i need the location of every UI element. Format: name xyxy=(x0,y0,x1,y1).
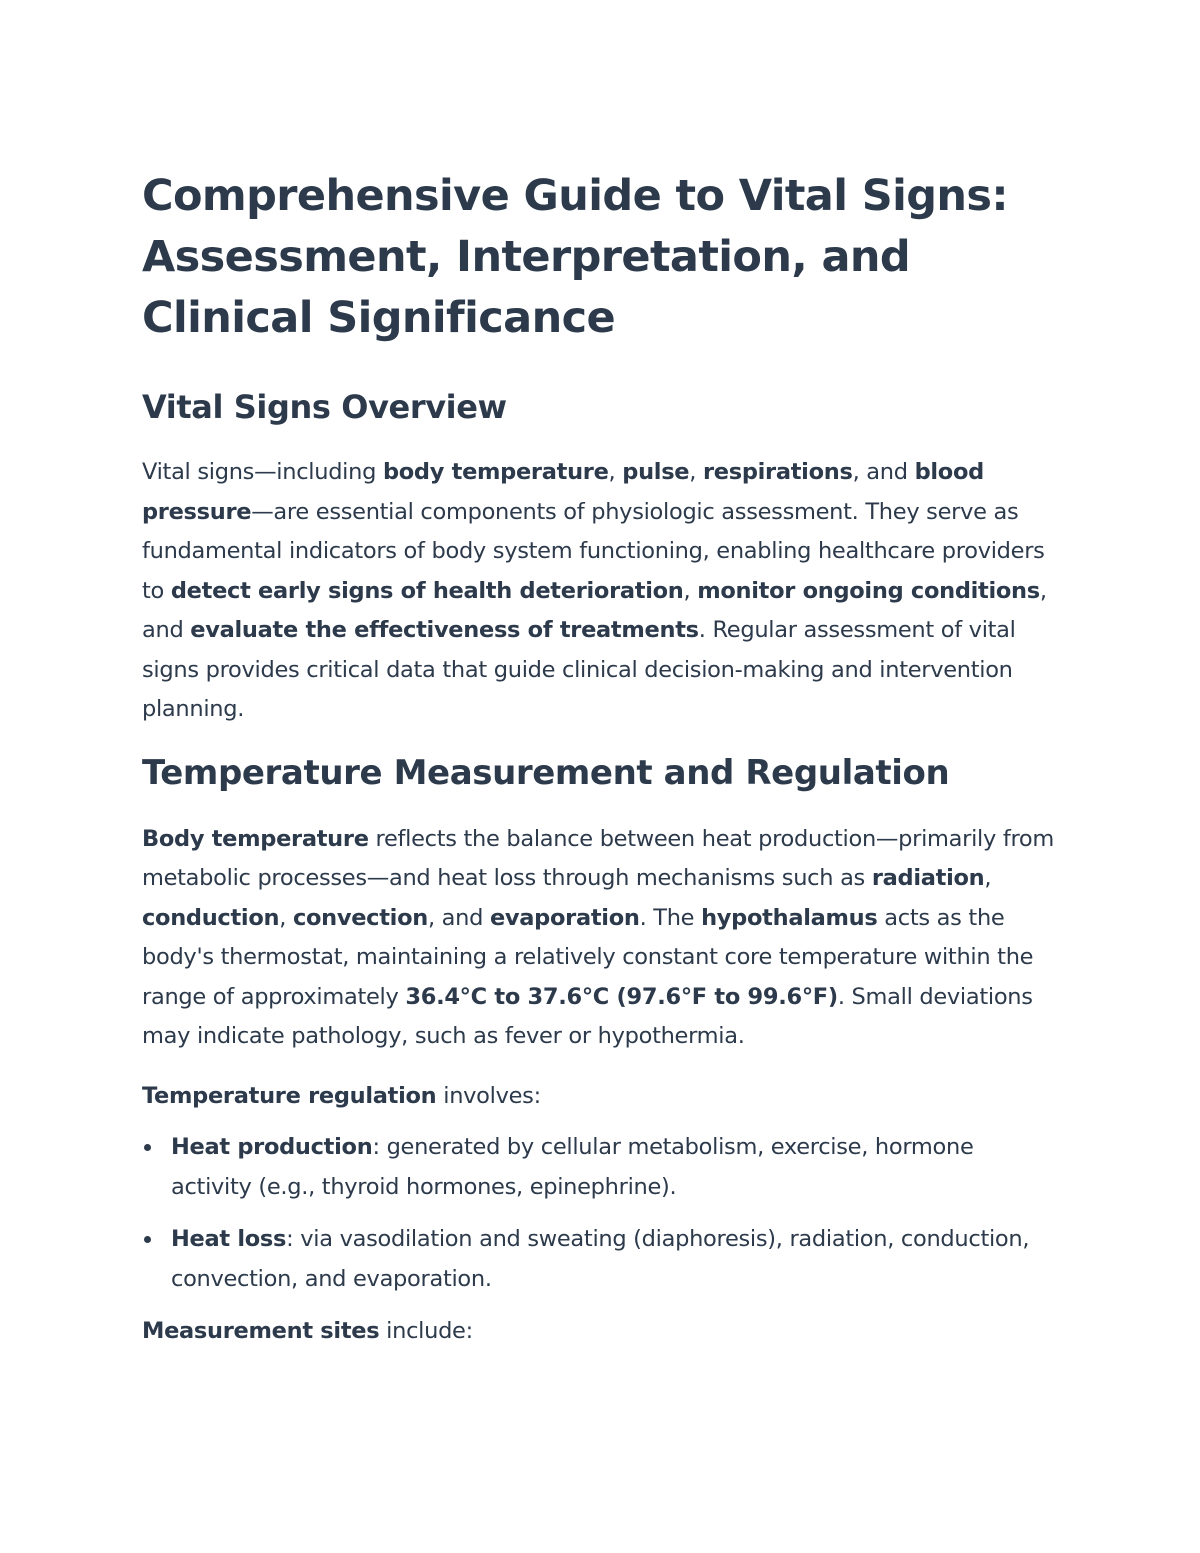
bold-term: evaporation xyxy=(489,904,640,931)
bold-term: blood pressure xyxy=(142,459,984,525)
text-run: involves: xyxy=(436,1082,541,1109)
bold-term: monitor ongoing conditions xyxy=(697,577,1040,604)
bold-term: conduction xyxy=(142,904,280,931)
text-run: . Small deviations may indicate pathology, such as fever or hypothermia. xyxy=(142,983,1033,1049)
text-run: , and xyxy=(427,904,490,931)
text-run: , xyxy=(984,865,992,891)
text-run: reflects the balance between heat production—primarily from metabolic processes—and heat loss through mechanisms such as xyxy=(142,825,1055,891)
text-run: include: xyxy=(379,1318,473,1344)
bold-term: Temperature regulation xyxy=(142,1082,437,1109)
bold-term: pulse xyxy=(622,459,690,485)
text-run: : generated by cellular metabolism, exercise, hormone activity (e.g., thyroid hormones, epinephrine). xyxy=(171,1134,974,1200)
text-run: , xyxy=(683,577,698,604)
temperature-section xyxy=(142,750,1060,1352)
overview-heading: Vital Signs Overview xyxy=(142,388,507,426)
bold-term: detect early signs of health deterioration xyxy=(170,577,684,604)
bold-term: evaluate the effectiveness of treatments xyxy=(190,617,699,643)
bold-term: convection xyxy=(292,904,428,931)
text-run: . The xyxy=(639,904,702,931)
bold-term: radiation xyxy=(871,865,985,891)
text-run: —are essential components of physiologic assessment. They serve as fundamental indicators of body system functioning, enabling healthcare providers to xyxy=(142,498,1045,604)
text-run: , and xyxy=(142,577,1047,643)
list-item xyxy=(142,1128,1060,1207)
bold-term: Heat production xyxy=(171,1134,373,1160)
text-run: Vital signs—including xyxy=(142,459,383,485)
text-run: , xyxy=(608,459,623,485)
bold-term: body temperature xyxy=(382,459,609,485)
bullet-icon xyxy=(144,1236,151,1243)
text-run: . Regular assessment of vital signs provides critical data that guide clinical decision-making and intervention planning. xyxy=(142,617,1016,722)
bold-term: hypothalamus xyxy=(701,904,878,931)
text-run: acts as the body's thermostat, maintaining a relatively constant core temperature within the range of approximately xyxy=(142,904,1034,1010)
overview-paragraph xyxy=(142,453,1060,730)
overview-section xyxy=(142,385,1060,730)
temperature-paragraph xyxy=(142,820,1060,1057)
bullet-icon xyxy=(144,1144,151,1151)
text-run: , xyxy=(689,459,703,485)
sites-intro xyxy=(142,1312,1060,1352)
bold-term: Body temperature xyxy=(142,825,369,852)
bold-term: 36.4°C to 37.6°C (97.6°F to 99.6°F) xyxy=(405,983,838,1010)
bold-term: Heat loss xyxy=(171,1226,287,1252)
text-run: , and xyxy=(852,459,915,485)
temperature-heading: Temperature Measurement and Regulation xyxy=(142,752,950,793)
bold-term: Measurement sites xyxy=(142,1318,380,1344)
bold-term: respirations xyxy=(702,459,853,485)
list-item xyxy=(142,1220,1060,1299)
text-run: : via vasodilation and sweating (diaphoresis), radiation, conduction, convection, and evaporation. xyxy=(171,1226,1030,1292)
regulation-list xyxy=(142,1128,1060,1299)
text-run: , xyxy=(279,904,293,931)
regulation-intro xyxy=(142,1077,1060,1117)
document-title: Comprehensive Guide to Vital Signs: Assessment, Interpretation, and Clinical Significance xyxy=(142,171,1009,343)
